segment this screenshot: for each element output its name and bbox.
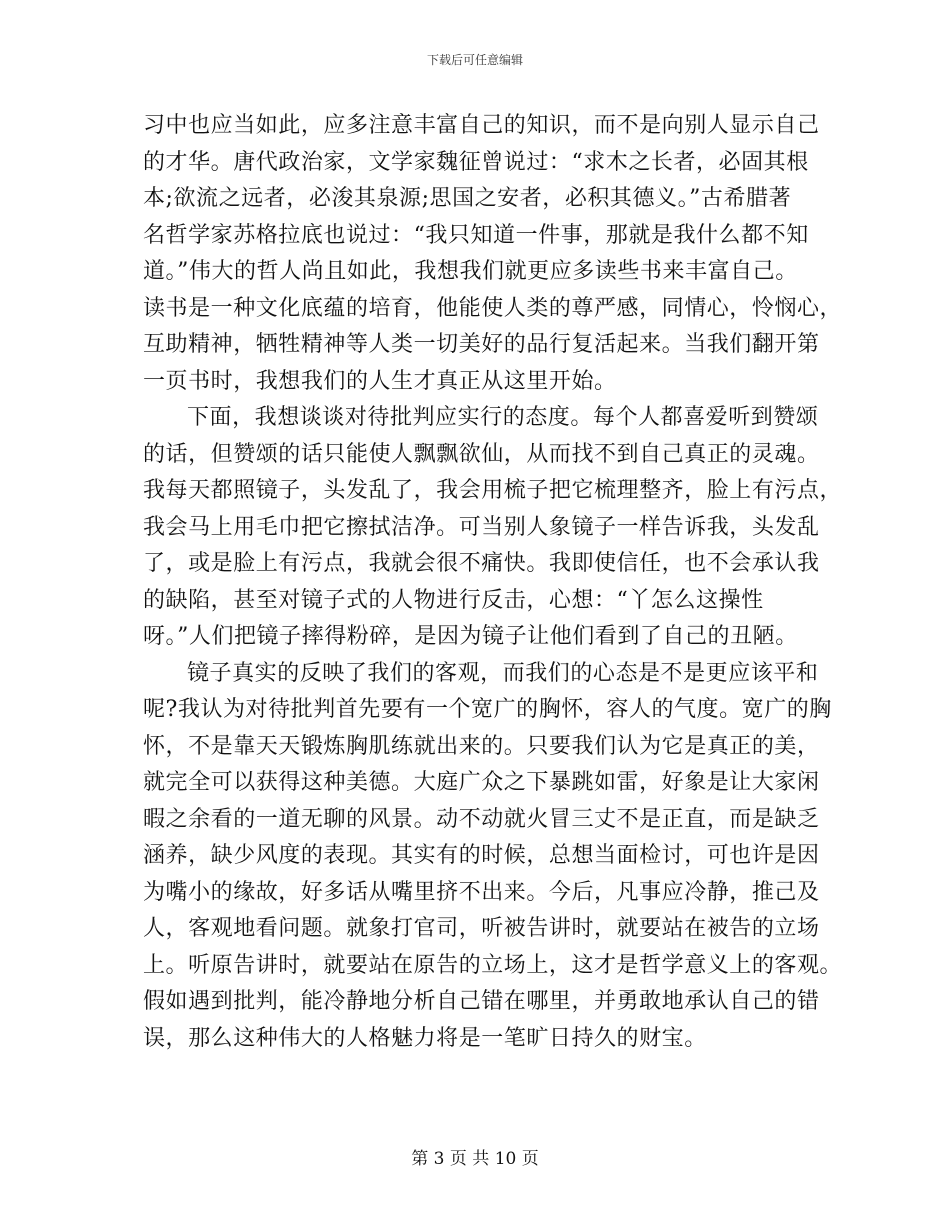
text-line: 的缺陷，甚至对镜子式的人物进行反击，心想：“丫怎么这操性 <box>143 587 764 613</box>
text-line: 呀。”人们把镜子摔得粉碎，是因为镜子让他们看到了自己的丑陋。 <box>143 624 798 649</box>
text-line: 就完全可以获得这种美德。大庭广众之下暴跳如雷，好象是让大家闲 <box>143 770 820 795</box>
text-line: 为嘴小的缘故，好多话从嘴里挤不出来。今后，凡事应冷静，推己及 <box>143 879 820 905</box>
text-line: 人，客观地看问题。就象打官司，听被告讲时，就要站在被告的立场 <box>143 916 820 941</box>
page-number-footer: 第 3 页 共 10 页 <box>411 1149 539 1169</box>
text-line: 读书是一种文化底蕴的培育，他能使人类的尊严感，同情心，怜悯心， <box>143 295 843 321</box>
text-line: 我会马上用毛巾把它擦拭洁净。可当别人象镜子一样告诉我，头发乱 <box>143 514 820 540</box>
text-line: 的话，但赞颂的话只能使人飘飘欲仙，从而找不到自己真正的灵魂。 <box>143 441 820 467</box>
text-line: 习中也应当如此，应多注意丰富自己的知识，而不是向别人显示自己 <box>143 113 820 138</box>
page-header-note: 下载后可任意编辑 <box>426 53 523 67</box>
document-body <box>143 108 843 1057</box>
text-line: 假如遇到批判，能冷静地分析自己错在哪里，并勇敢地承认自己的错 <box>143 989 820 1014</box>
text-line: 本;欲流之远者，必浚其泉源;思国之安者，必积其德义。”古希腊著 <box>143 186 792 211</box>
text-line: 镜子真实的反映了我们的客观，而我们的心态是不是更应该平和 <box>187 660 819 686</box>
text-line: 了，或是脸上有污点，我就会很不痛快。我即使信任，也不会承认我 <box>143 551 820 576</box>
text-line: 上。听原告讲时，就要站在原告的立场上，这才是哲学意义上的客观。 <box>143 952 843 978</box>
text-line: 暇之余看的一道无聊的风景。动不动就火冒三丈不是正直，而是缺乏 <box>143 806 820 832</box>
text-line: 我每天都照镜子，头发乱了，我会用梳子把它梳理整齐，脸上有污点， <box>143 478 843 503</box>
text-line: 下面，我想谈谈对待批判应实行的态度。每个人都喜爱听到赞颂 <box>187 405 819 430</box>
text-line: 互助精神，牺牲精神等人类一切美好的品行复活起来。当我们翻开第 <box>143 332 820 357</box>
text-line: 怀，不是靠天天锻炼胸肌练就出来的。只要我们认为它是真正的美， <box>143 733 820 759</box>
text-line: 涵养，缺少风度的表现。其实有的时候，总想当面检讨，可也许是因 <box>143 843 820 868</box>
text-line: 一页书时，我想我们的人生才真正从这里开始。 <box>143 368 617 394</box>
text-line: 道。”伟大的哲人尚且如此，我想我们就更应多读些书来丰富自己。 <box>143 259 798 284</box>
text-line: 的才华。唐代政治家，文学家魏征曾说过：“求木之长者，必固其根 <box>143 149 809 175</box>
text-line: 名哲学家苏格拉底也说过：“我只知道一件事，那就是我什么都不知 <box>143 222 809 248</box>
text-line: 误，那么这种伟大的人格魅力将是一笔旷日持久的财宝。 <box>143 1025 707 1051</box>
text-line: 呢?我认为对待批判首先要有一个宽广的胸怀，容人的气度。宽广的胸 <box>143 697 832 722</box>
